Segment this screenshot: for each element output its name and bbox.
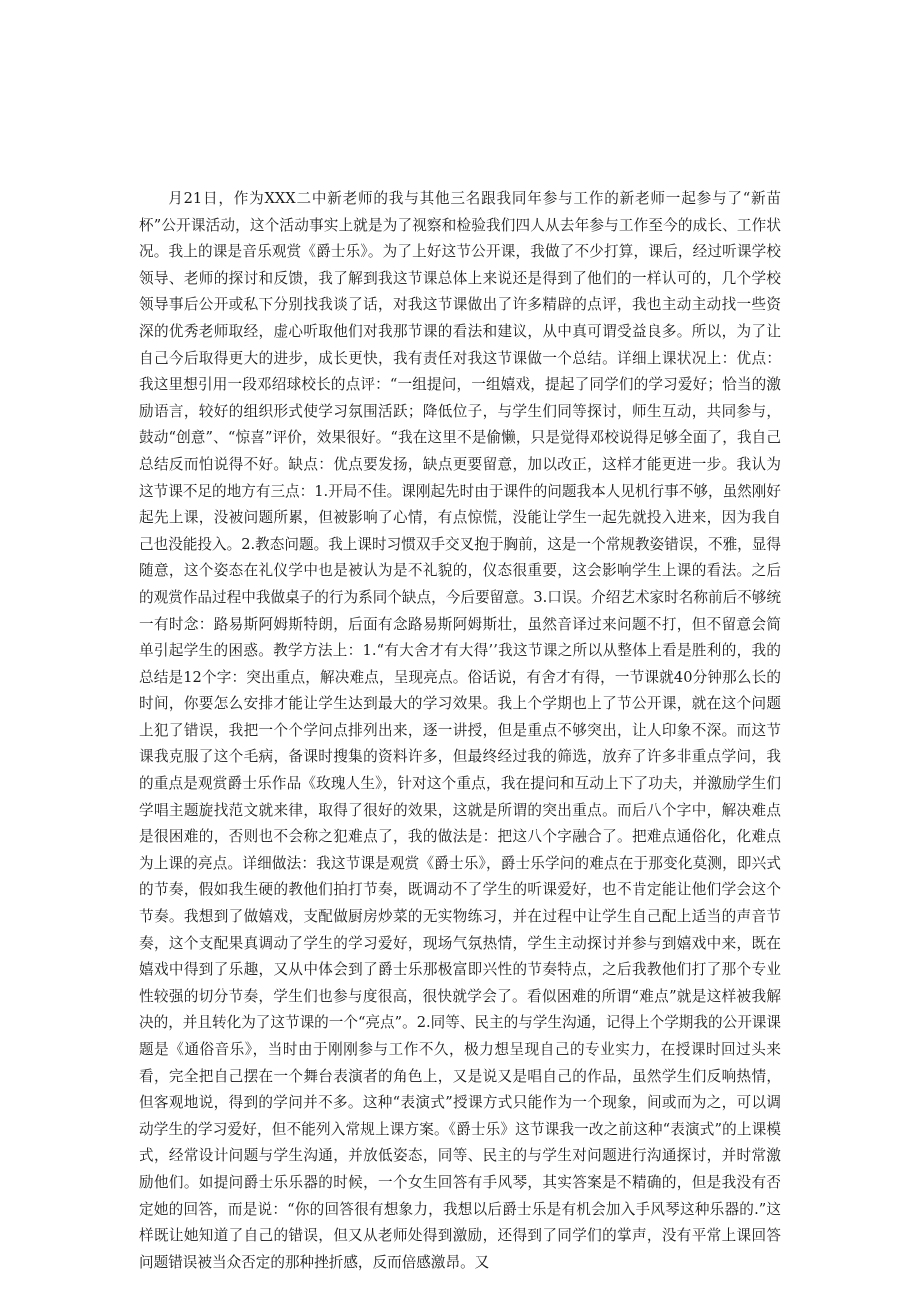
body-paragraph: 月21日，作为XXX二中新老师的我与其他三名跟我同年参与工作的新老师一起参与了“新苗杯”公开课活动，这个活动事实上就是为了视察和检验我们四人从去年参与工作至今的成长、工作状况。我上的课是音乐观赏《爵士乐》。为了上好这节公开课，我做了不少打算，课后，经过听课学校领导、老师的探讨和反馈，我了解到我这节课总体上来说还是得到了他们的一样认可的，几个学校领导事后公开或私下分别找我谈了话，对我这节课做出了许多精辟的点评，我也主动主动找一些资深的优秀老师取经，虚心听取他们对我那节课的看法和建议，从中真可谓受益良多。所以，为了让自己今后取得更大的进步，成长更快，我有责任对我这节课做一个总结。详细上课状况上：优点：我这里想引用一段邓绍球校长的点评：“一组提问，一组嬉戏，提起了同学们的学习爱好；恰当的激励语言，较好的组织形式使学习氛围活跃；降低位子，与学生们同等探讨，师生互动，共同参与，鼓动“创意”、“惊喜”评价，效果很好。“我在这里不是偷懒，只是觉得邓校说得足够全面了，我自己总结反而怕说得不好。缺点：优点要发扬，缺点更要留意，加以改正，这样才能更进一步。我认为这节课不足的地方有三点：1.开局不佳。课刚起先时由于课件的问题我本人见机行事不够，虽然刚好起先上课，没被问题所累，但被影响了心情，有点惊慌，没能让学生一起先就投入进来，因为我自己也没能投入。2.教态问题。我上课时习惯双手交叉抱于胸前，这是一个常规教姿错误，不雅，显得随意，这个姿态在礼仪学中也是被认为是不礼貌的，仪态很重要，这会影响学生上课的看法。之后的观赏作品过程中我做桌子的行为系同个缺点，今后要留意。3.口误。介绍艺术家时名称前后不够统一有时念：路易斯阿姆斯特朗，后面有念路易斯阿姆斯壮，虽然音译过来问题不打，但不留意会简单引起学生的困惑。教学方法上：1.“有大舍才有大得’’我这节课之所以从整体上看是胜利的，我的总结是12个字：突出重点，解决难点，呈现亮点。俗话说，有舍才有得，一节课就40分钟那么长的时间，你要怎么安排才能让学生达到最大的学习效果。我上个学期也上了节公开课，就在这个问题上犯了错误，我把一个个学问点排列出来，逐一讲授，但是重点不够突出，让人印象不深。而这节课我克服了这个毛病，备课时搜集的资料许多，但最终经过我的筛选，放弃了许多非重点学问，我的重点是观赏爵士乐作品《玫瑰人生》，针对这个重点，我在提问和互动上下了功夫，并激励学生们学唱主题旋找范文就来律，取得了很好的效果，这就是所谓的突出重点。而后八个字中，解决难点是很困难的，否则也不会称之犯难点了，我的做法是：把这八个字融合了。把难点通俗化，化难点为上课的亮点。详细做法：我这节课是观赏《爵士乐》，爵士乐学问的难点在于那变化莫测，即兴式的节奏，假如我生硬的教他们拍打节奏，既调动不了学生的听课爱好，也不肯定能让他们学会这个节奏。我想到了做嬉戏，支配做厨房炒菜的无实物练习，并在过程中让学生自己配上适当的声音节奏，这个支配果真调动了学生的学习爱好，现场气氛热情，学生主动探讨并参与到嬉戏中来，既在嬉戏中得到了乐趣，又从中体会到了爵士乐那极富即兴性的节奏特点，之后我教他们打了那个专业性较强的切分节奏，学生们也参与度很高，很快就学会了。看似困难的所谓“难点”就是这样被我解决的，并且转化为了这节课的一个“亮点”。2.同等、民主的与学生沟通，记得上个学期我的公开课课题是《通俗音乐》，当时由于刚刚参与工作不久，极力想呈现自己的专业实力，在授课时回过头来看，完全把自己摆在一个舞台表演者的角色上，又是说又是唱自己的作品，虽然学生们反响热情，但客观地说，得到的学问并不多。这种“表演式”授课方式只能作为一个现象，间或而为之，可以调动学生的学习爱好，但不能列入常规上课方案。《爵士乐》这节课我一改之前这种“表演式”的上课模式，经常设计问题与学生沟通，并放低姿态，同等、民主的与学生对问题进行沟通探讨，并时常激励他们。如提问爵士乐乐器的时候，一个女生回答有手风琴，其实答案是不精确的，但是我没有否定她的回答，而是说：“你的回答很有想象力，我想以后爵士乐是有机会加入手风琴这种乐器的.”这样既让她知道了自己的错误，但又从老师处得到激励，还得到了同学们的掌声，没有平常上课回答问题错误被当众否定的那种挫折感，反而倍感激昂。又: [139, 190, 781, 1271]
document-page: [139, 186, 781, 1276]
